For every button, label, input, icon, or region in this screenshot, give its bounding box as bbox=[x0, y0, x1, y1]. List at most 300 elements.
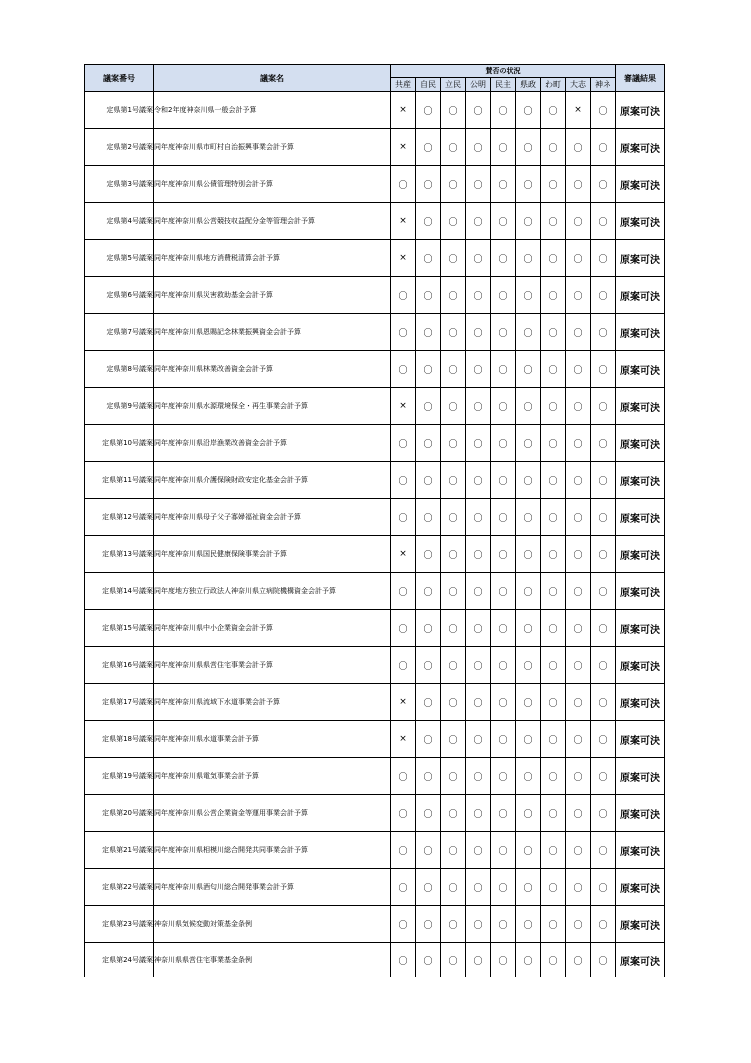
header-result: 審議結果 bbox=[616, 65, 665, 92]
vote-cell: 〇 bbox=[491, 573, 516, 610]
result-cell: 原案可決 bbox=[616, 610, 665, 647]
vote-cell: 〇 bbox=[416, 832, 441, 869]
party-header: 公明 bbox=[466, 78, 491, 92]
vote-cell: 〇 bbox=[416, 499, 441, 536]
vote-cell: 〇 bbox=[466, 832, 491, 869]
vote-cell: 〇 bbox=[591, 758, 616, 795]
vote-cell: 〇 bbox=[516, 240, 541, 277]
vote-cell: 〇 bbox=[466, 610, 491, 647]
vote-cell: 〇 bbox=[416, 203, 441, 240]
bill-name-cell: 同年度神奈川県水源環境保全・再生事業会計予算 bbox=[154, 388, 391, 425]
result-cell: 原案可決 bbox=[616, 388, 665, 425]
vote-cell: 〇 bbox=[541, 462, 566, 499]
table-row bbox=[85, 499, 665, 536]
bill-name-cell: 同年度神奈川県母子父子寡婦福祉資金会計予算 bbox=[154, 499, 391, 536]
bill-number-cell: 定県第24号議案 bbox=[85, 943, 154, 978]
vote-cell: 〇 bbox=[466, 203, 491, 240]
vote-cell: 〇 bbox=[466, 129, 491, 166]
party-header: 神ネ bbox=[591, 78, 616, 92]
bill-number-cell: 定県第11号議案 bbox=[85, 462, 154, 499]
vote-cell: 〇 bbox=[566, 795, 591, 832]
vote-cell: 〇 bbox=[416, 573, 441, 610]
bill-number-cell: 定県第22号議案 bbox=[85, 869, 154, 906]
vote-cell: 〇 bbox=[591, 388, 616, 425]
vote-cell: 〇 bbox=[491, 351, 516, 388]
table-row bbox=[85, 277, 665, 314]
table-row bbox=[85, 388, 665, 425]
vote-cell: 〇 bbox=[466, 684, 491, 721]
vote-cell: 〇 bbox=[566, 758, 591, 795]
vote-cell: 〇 bbox=[516, 647, 541, 684]
vote-cell: 〇 bbox=[516, 536, 541, 573]
header-bill-number: 議案番号 bbox=[85, 65, 154, 92]
vote-cell: 〇 bbox=[566, 203, 591, 240]
bill-number-cell: 定県第4号議案 bbox=[85, 203, 154, 240]
vote-cell: 〇 bbox=[441, 906, 466, 943]
vote-cell: 〇 bbox=[516, 166, 541, 203]
vote-cell: 〇 bbox=[566, 906, 591, 943]
vote-cell: 〇 bbox=[566, 462, 591, 499]
vote-cell: 〇 bbox=[441, 240, 466, 277]
table-row bbox=[85, 351, 665, 388]
vote-cell: 〇 bbox=[466, 425, 491, 462]
result-cell: 原案可決 bbox=[616, 314, 665, 351]
bill-name-cell: 同年度地方独立行政法人神奈川県立病院機構資金会計予算 bbox=[154, 573, 391, 610]
vote-cell: 〇 bbox=[391, 832, 416, 869]
bill-name-cell: 同年度神奈川県中小企業資金会計予算 bbox=[154, 610, 391, 647]
bill-name-cell: 同年度神奈川県沿岸漁業改善資金会計予算 bbox=[154, 425, 391, 462]
table-row bbox=[85, 129, 665, 166]
vote-cell: 〇 bbox=[541, 573, 566, 610]
result-cell: 原案可決 bbox=[616, 573, 665, 610]
result-cell: 原案可決 bbox=[616, 943, 665, 978]
vote-cell: 〇 bbox=[516, 610, 541, 647]
vote-cell: 〇 bbox=[466, 943, 491, 978]
vote-cell: 〇 bbox=[491, 758, 516, 795]
party-header: わ町 bbox=[541, 78, 566, 92]
vote-cell: × bbox=[566, 92, 591, 129]
bill-number-cell: 定県第13号議案 bbox=[85, 536, 154, 573]
vote-cell: 〇 bbox=[591, 240, 616, 277]
vote-cell: 〇 bbox=[441, 758, 466, 795]
table-row bbox=[85, 610, 665, 647]
vote-cell: × bbox=[391, 92, 416, 129]
bill-number-cell: 定県第2号議案 bbox=[85, 129, 154, 166]
result-cell: 原案可決 bbox=[616, 721, 665, 758]
vote-cell: 〇 bbox=[491, 240, 516, 277]
vote-cell: 〇 bbox=[591, 425, 616, 462]
vote-cell: 〇 bbox=[416, 536, 441, 573]
result-cell: 原案可決 bbox=[616, 795, 665, 832]
table-row bbox=[85, 684, 665, 721]
vote-cell: 〇 bbox=[491, 203, 516, 240]
party-header: 県政 bbox=[516, 78, 541, 92]
vote-cell: 〇 bbox=[416, 943, 441, 978]
vote-cell: 〇 bbox=[466, 499, 491, 536]
vote-cell: 〇 bbox=[441, 166, 466, 203]
vote-cell: 〇 bbox=[541, 721, 566, 758]
vote-cell: 〇 bbox=[416, 462, 441, 499]
vote-cell: 〇 bbox=[541, 129, 566, 166]
bill-number-cell: 定県第6号議案 bbox=[85, 277, 154, 314]
vote-cell: 〇 bbox=[441, 92, 466, 129]
vote-cell: 〇 bbox=[591, 906, 616, 943]
vote-cell: 〇 bbox=[491, 499, 516, 536]
vote-cell: 〇 bbox=[391, 758, 416, 795]
bill-number-cell: 定県第8号議案 bbox=[85, 351, 154, 388]
bill-number-cell: 定県第9号議案 bbox=[85, 388, 154, 425]
vote-cell: 〇 bbox=[516, 573, 541, 610]
vote-cell: 〇 bbox=[391, 351, 416, 388]
bill-number-cell: 定県第1号議案 bbox=[85, 92, 154, 129]
vote-cell: 〇 bbox=[491, 129, 516, 166]
vote-cell: 〇 bbox=[591, 647, 616, 684]
vote-cell: 〇 bbox=[491, 943, 516, 978]
vote-cell: 〇 bbox=[466, 647, 491, 684]
vote-cell: 〇 bbox=[591, 536, 616, 573]
vote-cell: 〇 bbox=[416, 721, 441, 758]
vote-cell: 〇 bbox=[516, 388, 541, 425]
vote-cell: 〇 bbox=[391, 795, 416, 832]
result-cell: 原案可決 bbox=[616, 684, 665, 721]
vote-cell: 〇 bbox=[491, 832, 516, 869]
vote-cell: 〇 bbox=[591, 277, 616, 314]
bill-name-cell: 同年度神奈川県公営企業資金等運用事業会計予算 bbox=[154, 795, 391, 832]
vote-cell: 〇 bbox=[516, 462, 541, 499]
vote-cell: 〇 bbox=[516, 92, 541, 129]
vote-cell: 〇 bbox=[441, 721, 466, 758]
vote-cell: 〇 bbox=[516, 943, 541, 978]
bill-number-cell: 定県第17号議案 bbox=[85, 684, 154, 721]
vote-cell: 〇 bbox=[566, 277, 591, 314]
vote-cell: 〇 bbox=[516, 869, 541, 906]
vote-cell: 〇 bbox=[541, 610, 566, 647]
vote-cell: 〇 bbox=[441, 684, 466, 721]
vote-cell: 〇 bbox=[516, 906, 541, 943]
bill-name-cell: 同年度神奈川県地方消費税清算会計予算 bbox=[154, 240, 391, 277]
vote-cell: 〇 bbox=[566, 240, 591, 277]
vote-results-table bbox=[84, 64, 665, 977]
vote-cell: 〇 bbox=[541, 758, 566, 795]
result-cell: 原案可決 bbox=[616, 832, 665, 869]
vote-cell: 〇 bbox=[541, 351, 566, 388]
vote-cell: 〇 bbox=[591, 795, 616, 832]
vote-cell: 〇 bbox=[466, 536, 491, 573]
vote-cell: 〇 bbox=[566, 721, 591, 758]
vote-cell: 〇 bbox=[466, 240, 491, 277]
vote-cell: 〇 bbox=[391, 277, 416, 314]
vote-cell: 〇 bbox=[566, 166, 591, 203]
bill-name-cell: 同年度神奈川県県営住宅事業会計予算 bbox=[154, 647, 391, 684]
table-row bbox=[85, 536, 665, 573]
vote-cell: 〇 bbox=[391, 314, 416, 351]
vote-cell: 〇 bbox=[541, 425, 566, 462]
vote-cell: 〇 bbox=[516, 351, 541, 388]
header-vote-status: 賛否の状況 bbox=[391, 65, 616, 78]
table-row bbox=[85, 240, 665, 277]
bill-name-cell: 同年度神奈川県水道事業会計予算 bbox=[154, 721, 391, 758]
vote-cell: × bbox=[391, 388, 416, 425]
vote-cell: 〇 bbox=[566, 499, 591, 536]
vote-cell: 〇 bbox=[441, 536, 466, 573]
bill-number-cell: 定県第18号議案 bbox=[85, 721, 154, 758]
vote-cell: × bbox=[391, 684, 416, 721]
vote-cell: 〇 bbox=[491, 166, 516, 203]
bill-name-cell: 同年度神奈川県介護保険財政安定化基金会計予算 bbox=[154, 462, 391, 499]
vote-cell: 〇 bbox=[441, 203, 466, 240]
bill-number-cell: 定県第7号議案 bbox=[85, 314, 154, 351]
vote-cell: 〇 bbox=[591, 499, 616, 536]
bill-number-cell: 定県第5号議案 bbox=[85, 240, 154, 277]
vote-cell: 〇 bbox=[466, 906, 491, 943]
vote-cell: 〇 bbox=[591, 943, 616, 978]
vote-cell: 〇 bbox=[566, 351, 591, 388]
vote-cell: 〇 bbox=[391, 425, 416, 462]
bill-name-cell: 同年度神奈川県災害救助基金会計予算 bbox=[154, 277, 391, 314]
vote-cell: 〇 bbox=[416, 647, 441, 684]
vote-cell: 〇 bbox=[591, 166, 616, 203]
vote-cell: 〇 bbox=[541, 647, 566, 684]
vote-cell: 〇 bbox=[491, 684, 516, 721]
table-row bbox=[85, 795, 665, 832]
result-cell: 原案可決 bbox=[616, 277, 665, 314]
vote-cell: × bbox=[391, 721, 416, 758]
vote-cell: 〇 bbox=[391, 906, 416, 943]
vote-cell: 〇 bbox=[491, 92, 516, 129]
vote-cell: 〇 bbox=[541, 943, 566, 978]
result-cell: 原案可決 bbox=[616, 536, 665, 573]
vote-cell: 〇 bbox=[441, 499, 466, 536]
vote-cell: 〇 bbox=[416, 758, 441, 795]
vote-cell: 〇 bbox=[541, 240, 566, 277]
vote-cell: 〇 bbox=[491, 906, 516, 943]
vote-cell: 〇 bbox=[541, 166, 566, 203]
vote-cell: 〇 bbox=[541, 92, 566, 129]
bill-number-cell: 定県第14号議案 bbox=[85, 573, 154, 610]
bill-name-cell: 同年度神奈川県相模川総合開発共同事業会計予算 bbox=[154, 832, 391, 869]
vote-cell: 〇 bbox=[566, 388, 591, 425]
result-cell: 原案可決 bbox=[616, 758, 665, 795]
vote-cell: 〇 bbox=[466, 277, 491, 314]
vote-cell: 〇 bbox=[441, 129, 466, 166]
vote-cell: 〇 bbox=[591, 721, 616, 758]
vote-cell: 〇 bbox=[516, 832, 541, 869]
vote-cell: 〇 bbox=[441, 795, 466, 832]
vote-cell: 〇 bbox=[441, 869, 466, 906]
table-row bbox=[85, 943, 665, 978]
vote-cell: 〇 bbox=[591, 129, 616, 166]
vote-cell: 〇 bbox=[491, 795, 516, 832]
result-cell: 原案可決 bbox=[616, 203, 665, 240]
vote-cell: 〇 bbox=[491, 388, 516, 425]
vote-cell: 〇 bbox=[566, 943, 591, 978]
vote-cell: 〇 bbox=[491, 721, 516, 758]
result-cell: 原案可決 bbox=[616, 166, 665, 203]
party-header: 立民 bbox=[441, 78, 466, 92]
vote-cell: 〇 bbox=[441, 425, 466, 462]
party-header: 共産 bbox=[391, 78, 416, 92]
table-row bbox=[85, 758, 665, 795]
vote-cell: 〇 bbox=[391, 573, 416, 610]
party-header: 自民 bbox=[416, 78, 441, 92]
vote-cell: 〇 bbox=[516, 314, 541, 351]
vote-cell: 〇 bbox=[516, 129, 541, 166]
vote-cell: 〇 bbox=[566, 647, 591, 684]
vote-cell: 〇 bbox=[516, 277, 541, 314]
vote-cell: 〇 bbox=[541, 314, 566, 351]
vote-cell: 〇 bbox=[391, 610, 416, 647]
vote-cell: 〇 bbox=[541, 684, 566, 721]
vote-cell: 〇 bbox=[491, 314, 516, 351]
vote-cell: 〇 bbox=[416, 906, 441, 943]
vote-cell: 〇 bbox=[441, 388, 466, 425]
table-row bbox=[85, 166, 665, 203]
table-row bbox=[85, 721, 665, 758]
vote-cell: 〇 bbox=[491, 869, 516, 906]
vote-cell: 〇 bbox=[566, 425, 591, 462]
vote-cell: 〇 bbox=[591, 573, 616, 610]
table-row bbox=[85, 425, 665, 462]
result-cell: 原案可決 bbox=[616, 92, 665, 129]
vote-cell: 〇 bbox=[391, 166, 416, 203]
vote-cell: 〇 bbox=[566, 536, 591, 573]
vote-cell: 〇 bbox=[391, 647, 416, 684]
bill-number-cell: 定県第19号議案 bbox=[85, 758, 154, 795]
bill-name-cell: 同年度神奈川県恩賜記念林業振興資金会計予算 bbox=[154, 314, 391, 351]
bill-number-cell: 定県第23号議案 bbox=[85, 906, 154, 943]
vote-cell: 〇 bbox=[541, 906, 566, 943]
party-header: 民主 bbox=[491, 78, 516, 92]
vote-cell: 〇 bbox=[391, 943, 416, 978]
vote-cell: 〇 bbox=[591, 92, 616, 129]
vote-cell: 〇 bbox=[441, 351, 466, 388]
bill-name-cell: 令和2年度神奈川県一般会計予算 bbox=[154, 92, 391, 129]
vote-cell: 〇 bbox=[516, 499, 541, 536]
vote-cell: 〇 bbox=[416, 869, 441, 906]
vote-cell: 〇 bbox=[566, 869, 591, 906]
vote-cell: 〇 bbox=[466, 573, 491, 610]
vote-cell: 〇 bbox=[441, 647, 466, 684]
bill-name-cell: 同年度神奈川県流域下水道事業会計予算 bbox=[154, 684, 391, 721]
vote-cell: 〇 bbox=[566, 610, 591, 647]
table-row bbox=[85, 203, 665, 240]
result-cell: 原案可決 bbox=[616, 869, 665, 906]
vote-cell: 〇 bbox=[591, 610, 616, 647]
vote-cell: 〇 bbox=[416, 610, 441, 647]
vote-cell: 〇 bbox=[591, 684, 616, 721]
table-body bbox=[85, 92, 665, 978]
result-cell: 原案可決 bbox=[616, 462, 665, 499]
bill-name-cell: 同年度神奈川県林業改善資金会計予算 bbox=[154, 351, 391, 388]
vote-cell: 〇 bbox=[441, 943, 466, 978]
result-cell: 原案可決 bbox=[616, 647, 665, 684]
vote-cell: 〇 bbox=[466, 314, 491, 351]
table-row bbox=[85, 906, 665, 943]
vote-cell: 〇 bbox=[391, 462, 416, 499]
vote-cell: 〇 bbox=[441, 610, 466, 647]
vote-cell: 〇 bbox=[541, 499, 566, 536]
bill-name-cell: 同年度神奈川県公営競技収益配分金等管理会計予算 bbox=[154, 203, 391, 240]
header-bill-name: 議案名 bbox=[154, 65, 391, 92]
result-cell: 原案可決 bbox=[616, 906, 665, 943]
vote-cell: 〇 bbox=[491, 536, 516, 573]
vote-cell: 〇 bbox=[591, 351, 616, 388]
vote-cell: 〇 bbox=[541, 795, 566, 832]
vote-cell: 〇 bbox=[416, 277, 441, 314]
vote-cell: 〇 bbox=[566, 573, 591, 610]
vote-cell: 〇 bbox=[466, 869, 491, 906]
result-cell: 原案可決 bbox=[616, 425, 665, 462]
vote-cell: 〇 bbox=[441, 462, 466, 499]
bill-name-cell: 同年度神奈川県国民健康保険事業会計予算 bbox=[154, 536, 391, 573]
bill-name-cell: 神奈川県県営住宅事業基金条例 bbox=[154, 943, 391, 978]
table-header bbox=[85, 65, 665, 92]
vote-cell: 〇 bbox=[566, 832, 591, 869]
vote-cell: 〇 bbox=[416, 425, 441, 462]
vote-cell: 〇 bbox=[416, 92, 441, 129]
vote-cell: 〇 bbox=[491, 277, 516, 314]
vote-cell: 〇 bbox=[566, 684, 591, 721]
vote-cell: 〇 bbox=[591, 314, 616, 351]
vote-cell: 〇 bbox=[541, 277, 566, 314]
vote-cell: 〇 bbox=[466, 166, 491, 203]
vote-cell: 〇 bbox=[416, 795, 441, 832]
vote-cell: 〇 bbox=[591, 203, 616, 240]
vote-cell: 〇 bbox=[441, 277, 466, 314]
vote-cell: 〇 bbox=[466, 721, 491, 758]
vote-cell: 〇 bbox=[466, 351, 491, 388]
vote-cell: 〇 bbox=[416, 314, 441, 351]
vote-cell: × bbox=[391, 129, 416, 166]
table-row bbox=[85, 462, 665, 499]
vote-cell: 〇 bbox=[591, 832, 616, 869]
result-cell: 原案可決 bbox=[616, 351, 665, 388]
vote-cell: × bbox=[391, 203, 416, 240]
vote-cell: 〇 bbox=[566, 314, 591, 351]
vote-cell: 〇 bbox=[416, 388, 441, 425]
result-cell: 原案可決 bbox=[616, 499, 665, 536]
vote-cell: 〇 bbox=[441, 573, 466, 610]
vote-cell: × bbox=[391, 240, 416, 277]
vote-cell: 〇 bbox=[516, 795, 541, 832]
table-row bbox=[85, 647, 665, 684]
vote-cell: × bbox=[391, 536, 416, 573]
vote-cell: 〇 bbox=[391, 499, 416, 536]
bill-name-cell: 同年度神奈川県酒匂川総合開発事業会計予算 bbox=[154, 869, 391, 906]
vote-cell: 〇 bbox=[541, 388, 566, 425]
bill-number-cell: 定県第15号議案 bbox=[85, 610, 154, 647]
vote-cell: 〇 bbox=[416, 684, 441, 721]
vote-cell: 〇 bbox=[491, 610, 516, 647]
vote-cell: 〇 bbox=[416, 129, 441, 166]
vote-cell: 〇 bbox=[541, 536, 566, 573]
vote-cell: 〇 bbox=[466, 92, 491, 129]
vote-cell: 〇 bbox=[466, 462, 491, 499]
vote-cell: 〇 bbox=[491, 425, 516, 462]
bill-number-cell: 定県第12号議案 bbox=[85, 499, 154, 536]
vote-cell: 〇 bbox=[541, 203, 566, 240]
vote-cell: 〇 bbox=[541, 832, 566, 869]
vote-cell: 〇 bbox=[566, 129, 591, 166]
bill-name-cell: 同年度神奈川県電気事業会計予算 bbox=[154, 758, 391, 795]
vote-cell: 〇 bbox=[591, 462, 616, 499]
table-row bbox=[85, 92, 665, 129]
vote-cell: 〇 bbox=[516, 684, 541, 721]
table-row bbox=[85, 314, 665, 351]
party-header: 大志 bbox=[566, 78, 591, 92]
vote-cell: 〇 bbox=[466, 388, 491, 425]
bill-number-cell: 定県第20号議案 bbox=[85, 795, 154, 832]
